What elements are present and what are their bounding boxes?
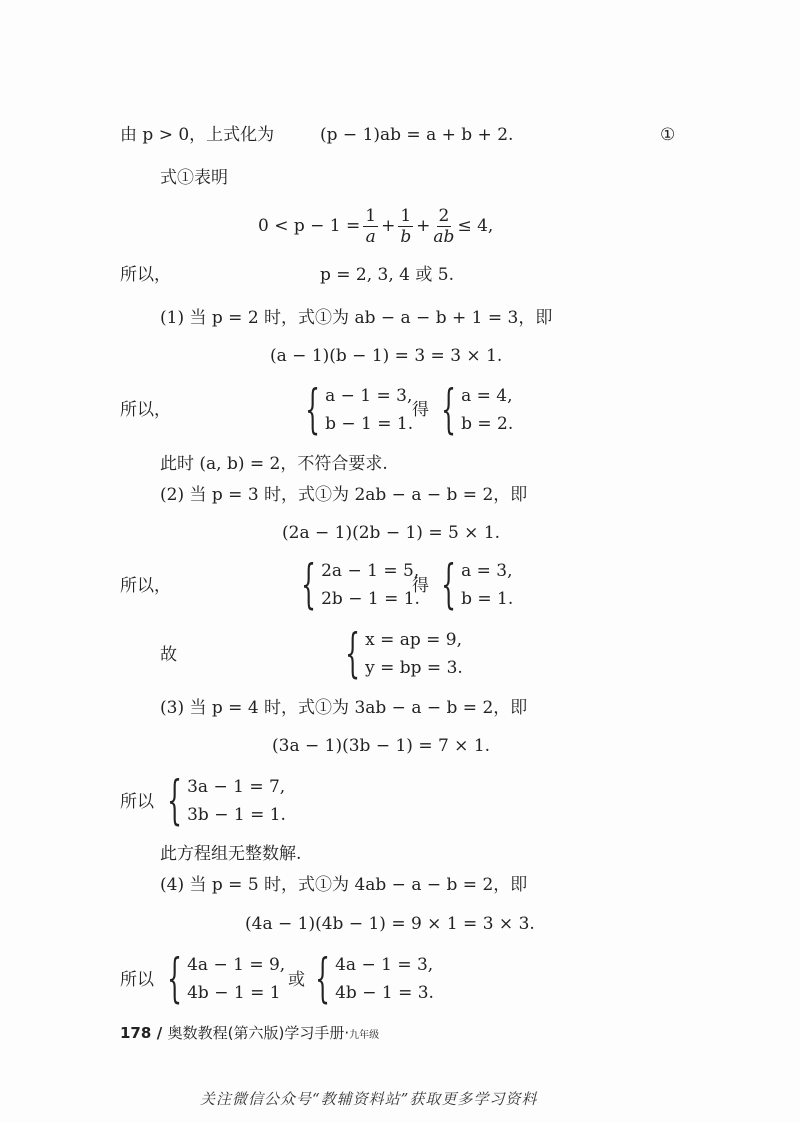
- page-footer: [120, 1025, 379, 1042]
- fraction-denominator: b: [400, 226, 412, 247]
- case-1-de: 得: [412, 400, 429, 420]
- system-row: 2a − 1 = 5,: [321, 561, 420, 581]
- case-1-system-2: [432, 382, 513, 438]
- case-2-system-1: [292, 557, 420, 613]
- fraction-numerator: 1: [400, 205, 412, 226]
- case-3-note: 此方程组无整数解.: [160, 844, 302, 864]
- p-values: p = 2, 3, 4 或 5.: [320, 265, 455, 285]
- brace-icon: {: [167, 949, 182, 1009]
- system-row: a − 1 = 3,: [325, 386, 413, 406]
- fraction-denominator: ab: [433, 226, 455, 247]
- brace-icon: {: [441, 380, 456, 440]
- system-row: y = bp = 3.: [365, 658, 463, 678]
- plus-sign: +: [381, 216, 396, 236]
- equation-marker: ①: [660, 125, 676, 145]
- system-row: 3b − 1 = 1.: [187, 805, 286, 825]
- inequality-right: ≤ 4,: [457, 216, 494, 236]
- line-so: 所以，: [120, 265, 171, 285]
- system-row: 4b − 1 = 1: [187, 983, 281, 1003]
- fraction-denominator: a: [365, 226, 376, 247]
- fraction-2-over-ab: [433, 206, 454, 247]
- brace-icon: {: [305, 380, 320, 440]
- plus-sign: +: [416, 216, 431, 236]
- case-1-equation: (a − 1)(b − 1) = 3 = 3 × 1.: [270, 346, 503, 366]
- case-4-equation: (4a − 1)(4b − 1) = 9 × 1 = 3 × 3.: [245, 914, 535, 934]
- case-3-system: [158, 773, 286, 829]
- watermark-text: 关注微信公众号“教辅资料站”获取更多学习资料: [200, 1090, 538, 1108]
- brace-icon: {: [315, 949, 330, 1009]
- system-row: 4b − 1 = 3.: [335, 983, 434, 1003]
- case-4-so: 所以: [120, 970, 154, 990]
- case-2-system-3: [336, 626, 463, 682]
- fraction-1-over-b: [398, 206, 413, 247]
- grade-label: 九年级: [349, 1030, 380, 1041]
- fraction-numerator: 1: [365, 205, 377, 226]
- footer-slash: /: [156, 1024, 163, 1042]
- case-2-heading: (2) 当 p = 3 时，式①为 2ab − a − b = 2，即: [160, 485, 528, 505]
- equation-1: (p − 1)ab = a + b + 2.: [320, 125, 514, 145]
- case-1-so: 所以，: [120, 400, 171, 420]
- system-row: b = 2.: [461, 414, 514, 434]
- system-row: a = 3,: [461, 561, 513, 581]
- system-row: 4a − 1 = 9,: [187, 955, 286, 975]
- case-4-heading: (4) 当 p = 5 时，式①为 4ab − a − b = 2，即: [160, 875, 528, 895]
- case-2-system-2: [432, 557, 513, 613]
- system-row: a = 4,: [461, 386, 513, 406]
- line-condition: 由 p > 0，上式化为: [120, 125, 275, 145]
- case-4-system-2: [306, 951, 434, 1007]
- book-title: 奥数教程(第六版)学习手册·: [167, 1024, 350, 1042]
- inequality-left: 0 < p − 1 =: [258, 216, 361, 236]
- system-row: 4a − 1 = 3,: [335, 955, 434, 975]
- system-row: b = 1.: [461, 589, 514, 609]
- system-row: 3a − 1 = 7,: [187, 777, 286, 797]
- system-row: x = ap = 9,: [365, 630, 463, 650]
- page-number: 178: [120, 1024, 152, 1042]
- system-row: b − 1 = 1.: [325, 414, 414, 434]
- case-3-heading: (3) 当 p = 4 时，式①为 3ab − a − b = 2，即: [160, 698, 528, 718]
- brace-icon: {: [301, 555, 316, 615]
- case-1-note: 此时 (a, b) = 2，不符合要求.: [160, 454, 388, 474]
- inequality: [258, 202, 493, 250]
- case-2-therefore: 故: [160, 645, 177, 665]
- case-3-so: 所以: [120, 792, 154, 812]
- case-2-de: 得: [412, 576, 429, 596]
- case-3-equation: (3a − 1)(3b − 1) = 7 × 1.: [272, 736, 491, 756]
- case-1-heading: (1) 当 p = 2 时，式①为 ab − a − b + 1 = 3，即: [160, 308, 553, 328]
- system-row: 2b − 1 = 1.: [321, 589, 420, 609]
- case-4-system-1: [158, 951, 285, 1007]
- case-1-system-1: [296, 382, 413, 438]
- fraction-numerator: 2: [438, 205, 450, 226]
- brace-icon: {: [167, 771, 182, 831]
- case-2-so: 所以，: [120, 576, 171, 596]
- case-2-equation: (2a − 1)(2b − 1) = 5 × 1.: [282, 523, 501, 543]
- case-4-or: 或: [288, 970, 305, 990]
- brace-icon: {: [441, 555, 456, 615]
- fraction-1-over-a: [363, 206, 378, 247]
- line-shows: 式①表明: [160, 168, 228, 188]
- brace-icon: {: [345, 624, 360, 684]
